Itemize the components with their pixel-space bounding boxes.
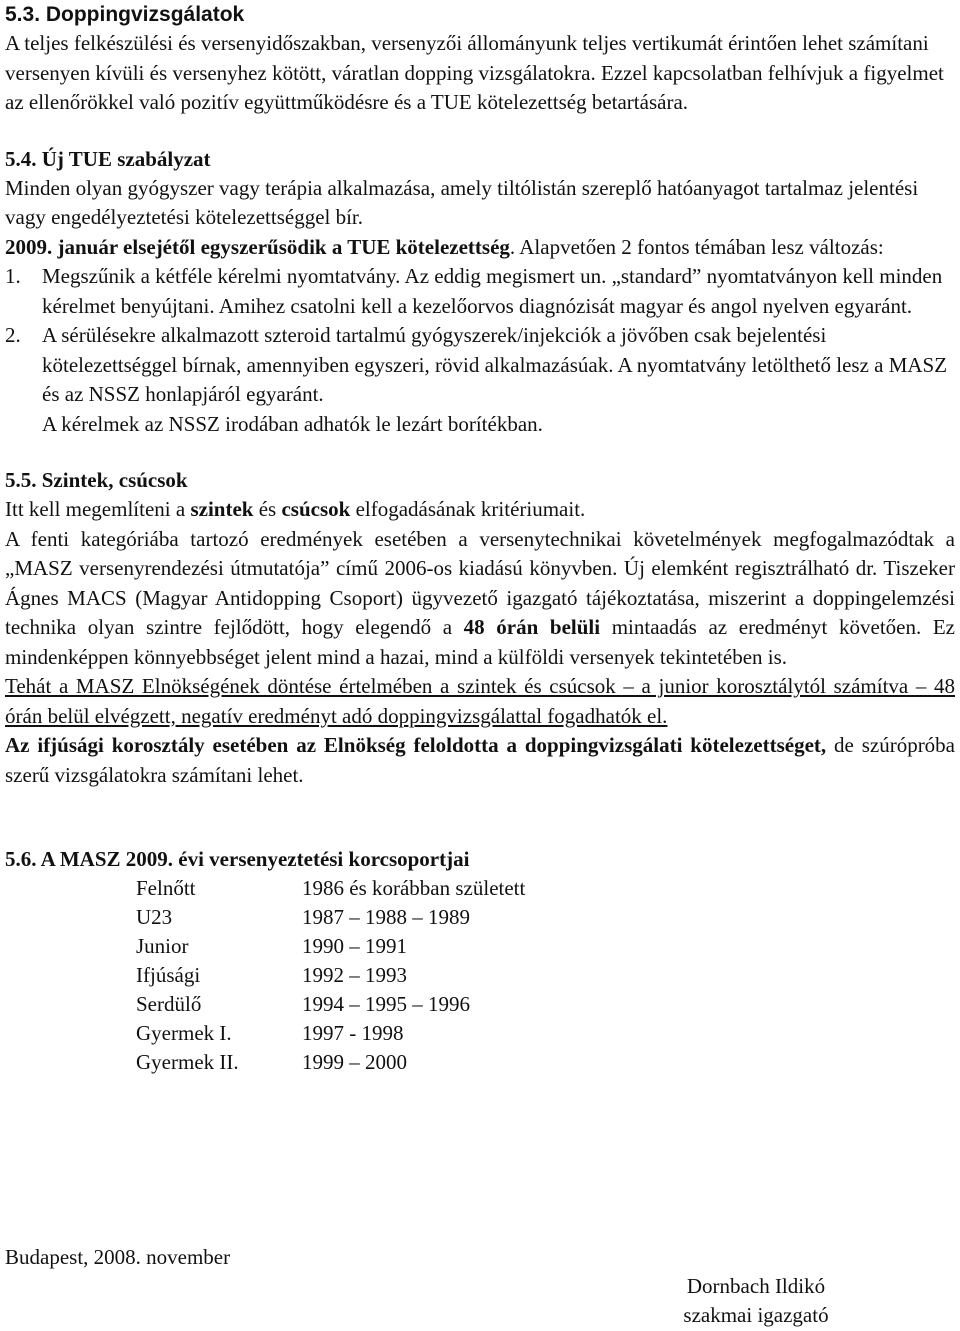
table-row	[136, 990, 525, 1019]
signature-block	[662, 1272, 850, 1330]
signatory-name: Dornbach Ildikó	[686, 1274, 826, 1298]
table-row	[136, 903, 525, 932]
list-item-text-part: A kérelmek az NSSZ irodában adhatók le lezárt borítékban.	[42, 411, 543, 436]
section-heading-5-3: 5.3. Doppingvizsgálatok	[5, 3, 245, 26]
section-5-5-paragraph: A fenti kategóriába tartozó eredmények esetében a versenytechnikai követelmények megfogalmazódtak a „MASZ versenyrendezési útmutatója” című 2006-os kiadású könyvben. Új elemként regisztrálható dr. Tiszeker Ágnes MACS (Magyar Antidopping Csoport) ügyvezető igazgató tájékoztatása, miszerint a doppingelemzési technika olyan szintre fejlődött, hogy elegendő a 48 órán belüli mintaadás az eredményt követően. Ez mindenképpen könnyebbséget jelent mind a hazai, mind a külföldi versenyek tekintetében is.	[5, 526, 955, 669]
age-category: Gyermek I.	[136, 1021, 232, 1045]
section-heading-5-4: 5.4. Új TUE szabályzat	[5, 146, 211, 171]
age-category: Felnőtt	[136, 876, 196, 900]
table-row	[136, 961, 525, 990]
age-category: Serdülő	[136, 992, 202, 1016]
list-item-text	[42, 321, 955, 439]
section-5-5-intro: Itt kell megemlíteni a szintek és csúcsok elfogadásának kritériumait.	[5, 497, 586, 521]
document-date: Budapest, 2008. november	[5, 1245, 231, 1269]
signatory-title: szakmai igazgató	[683, 1303, 829, 1327]
age-years: 1994 – 1995 – 1996	[302, 992, 470, 1016]
age-years: 1987 – 1988 – 1989	[302, 905, 470, 929]
section-5-3-text: A teljes felkészülési és versenyidőszakban, versenyzői állományunk teljes vertikumát érintően lehet számítani versenyen kívüli és versenyhez kötött, váratlan dopping vizsgálatokra. Ezzel kapcsolatban felhívjuk a figyelmet az ellenőrökkel való pozitív együttműködésre és a TUE kötelezettség betartására.	[5, 31, 944, 114]
tue-change-rest: . Alapvetően 2 fontos témában lesz változás:	[509, 234, 884, 259]
section-heading-5-5: 5.5. Szintek, csúcsok	[5, 468, 188, 492]
table-row	[136, 874, 525, 903]
table-row	[136, 1019, 525, 1048]
age-category: Ifjúsági	[136, 963, 201, 987]
age-years: 1992 – 1993	[302, 963, 407, 987]
age-category: U23	[136, 905, 173, 929]
document-page	[5, 0, 955, 1077]
table-row	[136, 932, 525, 961]
list-item	[5, 321, 955, 439]
table-row	[136, 1048, 525, 1077]
section-5-5-youth: Az ifjúsági korosztály esetében az Elnökség feloldotta a doppingvizsgálati kötelezettséget, de szúrópróba szerű vizsgálatokra számítani lehet.	[5, 733, 956, 787]
age-years: 1999 – 2000	[302, 1050, 407, 1074]
list-item-number: 1.	[5, 264, 21, 288]
list-item-text: Megszűnik a kétféle kérelmi nyomtatvány. Az eddig megismert un. „standard” nyomtatványon kell minden kérelmet benyújtani. Amihez csatolni kell a kezelőorvos diagnózisát magyar és angol nyelven egyaránt.	[42, 264, 943, 318]
section-5-5-decision: Tehát a MASZ Elnökségének döntése értelmében a szintek és csúcsok – a junior korosztálytól számítva – 48 órán belül elvégzett, negatív eredményt adó doppingvizsgálattal fogadhatók el.	[5, 674, 955, 728]
age-years: 1986 és korábban született	[302, 876, 526, 900]
age-years: 1997 - 1998	[302, 1021, 404, 1045]
age-years: 1990 – 1991	[302, 934, 407, 958]
section-heading-5-6: 5.6. A MASZ 2009. évi versenyeztetési korcsoportjai	[5, 847, 470, 871]
age-category: Junior	[136, 934, 189, 958]
list-item	[5, 262, 955, 321]
section-5-4-text: Minden olyan gyógyszer vagy terápia alkalmazása, amely tiltólistán szereplő hatóanyagot tartalmaz jelentési vagy engedélyeztetési kötelezettséggel bír.	[5, 175, 919, 229]
age-category: Gyermek II.	[136, 1050, 239, 1074]
age-groups-table	[136, 874, 525, 1077]
section-5-4-intro	[5, 233, 955, 263]
tue-change-bold: 2009. január elsejétől egyszerűsödik a TUE kötelezettség	[5, 234, 510, 259]
list-item-number: 2.	[5, 323, 21, 347]
list-item-text-part: A sérülésekre alkalmazott szteroid tartalmú gyógyszerek/injekciók a jövőben csak bejelentési kötelezettséggel bírnak, amennyiben egyszeri, rövid alkalmazásúak. A nyomtatvány letölthető lesz a MASZ és az NSSZ honlapjáról egyaránt.	[42, 323, 948, 406]
